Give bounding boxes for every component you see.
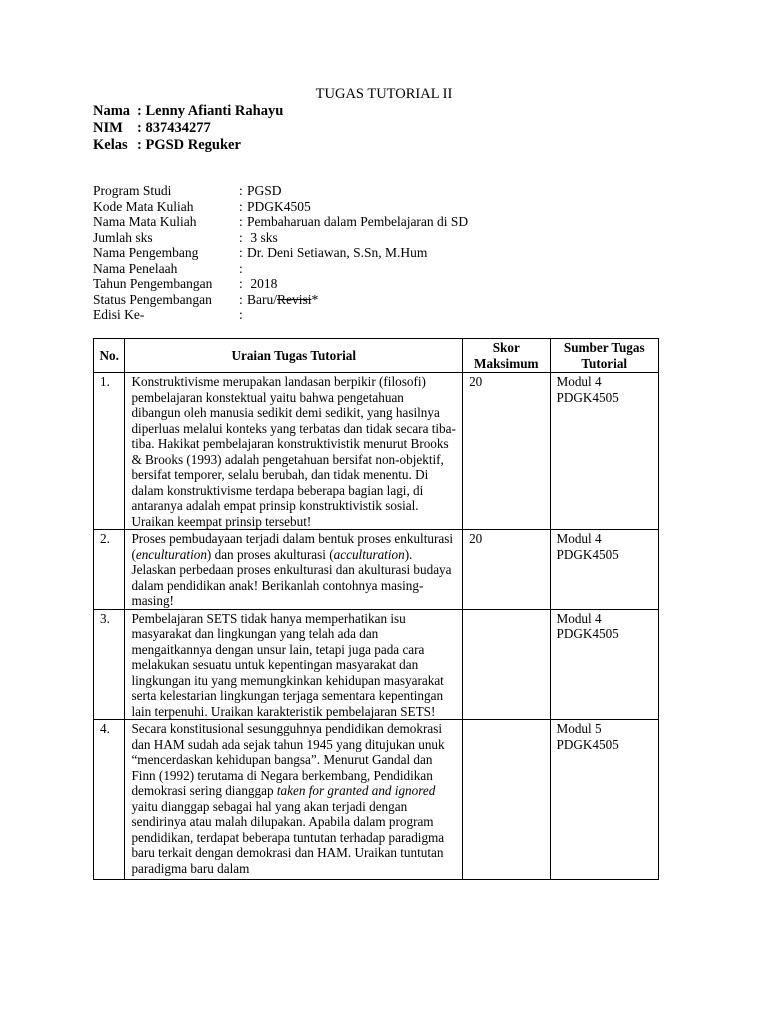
student-name-label: Nama (93, 103, 131, 119)
student-name-value: Lenny Afianti Rahayu (145, 103, 284, 119)
table-header-row (94, 339, 659, 373)
row-source (550, 609, 659, 720)
info-label: Jumlah sks (93, 229, 153, 245)
status-baru: Baru/ (247, 291, 277, 307)
info-value: Pembaharuan dalam Pembelajaran di SD (247, 214, 469, 229)
desc-italic: taken for granted and ignored (276, 783, 436, 798)
student-info (93, 103, 283, 154)
info-label: Edisi Ke- (93, 307, 145, 322)
row-score: 20 (463, 530, 550, 610)
status-asterisk: * (311, 291, 319, 307)
source-module: Modul 4 (556, 374, 602, 389)
header-no: No. (94, 339, 125, 373)
info-value: 3 sks (250, 229, 278, 245)
row-number: 1. (94, 373, 125, 530)
info-value: PGSD (247, 183, 282, 198)
task-table (93, 338, 659, 880)
source-code: PDGK4505 (556, 736, 619, 752)
row-score: 20 (463, 373, 550, 530)
info-value: 2018 (250, 276, 278, 291)
info-row-nama-mk: Nama Mata Kuliah : Pembaharuan dalam Pembelajaran di SD (93, 214, 469, 229)
desc-clip (131, 721, 456, 879)
table-row (94, 720, 659, 880)
row-description (125, 530, 463, 610)
desc-italic: acculturation (333, 546, 405, 562)
row-number: 3. (94, 609, 125, 720)
info-row-program: Program Studi : PGSD (93, 183, 282, 198)
source-module: Modul 4 (556, 531, 602, 546)
row-number: 2. (94, 530, 125, 610)
row-description: Konstruktivisme merupakan landasan berpikir (filosofi) pembelajaran konstektual yaitu bahwa pengetahuan dibangun oleh manusia sedikit demi sedikit, yang hasilnya diperluas melalui konteks yang terbatas dan tidak secara tiba-tiba. Hakikat pembelajaran konstruktivistik menurut Brooks & Brooks (1993) adalah pengetahuan bersifat non-objektif, bersifat temporer, selalu berubah, dan tidak menentu. Di dalam konstruktivisme terdapa beberapa bagian lagi, di antaranya adalah empat prinsip konstruktivistik sosial. Uraikan keempat prinsip tersebut! (125, 373, 463, 530)
info-label: Nama Penelaah (93, 260, 178, 276)
source-code: PDGK4505 (556, 626, 619, 641)
student-class-value: PGSD Reguker (145, 137, 241, 153)
info-label: Program Studi (93, 183, 172, 198)
info-value: Dr. Deni Setiawan, S.Sn, M.Hum (247, 245, 428, 260)
info-row-penelaah: Nama Penelaah : (93, 260, 243, 276)
header-uraian: Uraian Tugas Tutorial (125, 339, 463, 373)
info-label: Nama Pengembang (93, 245, 199, 260)
source-module: Modul 5 (556, 721, 602, 736)
info-value: PDGK4505 (247, 198, 311, 214)
info-label: Tahun Pengembangan (93, 276, 213, 291)
desc-italic: enculturation (135, 546, 207, 562)
table-row (94, 609, 659, 720)
row-number: 4. (94, 720, 125, 880)
desc-text: ) dan proses akulturasi ( (206, 546, 334, 562)
table-row (94, 373, 659, 530)
row-score (463, 720, 550, 880)
course-info (93, 183, 468, 323)
student-nim-value: 837434277 (145, 120, 211, 136)
student-class-label: Kelas (93, 137, 128, 153)
info-row-sks: Jumlah sks : 3 sks (93, 229, 278, 245)
source-code: PDGK4505 (556, 389, 619, 405)
status-revisi-struck: Revisi (277, 291, 312, 307)
row-score (463, 609, 550, 720)
row-source (550, 720, 659, 880)
desc-text: yaitu dianggap sebagai hal yang akan terjadi dengan sendirinya atau malah dilupakan. Apabila dalam program pendidikan, terdapat beberapa tuntutan terhadap paradigma baru terkait dengan demokrasi dan HAM. Uraikan tuntutan paradigma baru dalam (131, 798, 445, 876)
student-class-row: Kelas : PGSD Reguker (93, 137, 241, 153)
row-source (550, 530, 659, 610)
info-row-kode: Kode Mata Kuliah : PDGK4505 (93, 198, 311, 214)
info-row-pengembang: Nama Pengembang : Dr. Deni Setiawan, S.Sn, M.Hum (93, 245, 428, 260)
document-title: TUGAS TUTORIAL II (315, 86, 453, 102)
row-description (125, 720, 463, 880)
info-row-edisi: Edisi Ke- : (93, 307, 243, 322)
source-code: PDGK4505 (556, 546, 619, 562)
info-label: Kode Mata Kuliah (93, 198, 194, 214)
info-label: Nama Mata Kuliah (93, 214, 197, 229)
student-nim-label: NIM (93, 120, 123, 136)
desc-text: ). Jelaskan perbedaan proses enkulturasi dan akulturasi budaya dalam pendidikan anak! Berikanlah contohnya masing-masing! (131, 546, 452, 608)
header-sumber: Sumber Tugas Tutorial (550, 339, 659, 373)
source-module: Modul 4 (556, 610, 602, 626)
info-label: Status Pengembangan (93, 291, 212, 307)
student-nim-row: NIM : 837434277 (93, 120, 211, 136)
row-source (550, 373, 659, 530)
desc-text: Secara konstitusional sesungguhnya pendidikan demokrasi dan HAM sudah ada sejak tahun 1945 yang ditujukan unuk “mencerdaskan kehidupan bangsa”. Menurut Gandal dan Finn (1992) terutama di Negara berkembang, Pendidikan demokrasi sering dianggap (131, 721, 445, 798)
student-name-row: Nama : Lenny Afianti Rahayu (93, 103, 284, 119)
row-description: Pembelajaran SETS tidak hanya memperhatikan isu masyarakat dan lingkungan yang telah ada dan mengaitkannya dengan unsur lain, tetapi juga pada cara melakukan sesuatu untuk kepentingan masyarakat dan lingkungan itu yang memungkinkan kehidupan masyarakat serta kelestarian lingkungan terjaga sementara kepentingan lain terpenuhi. Uraikan karakteristik pembelajaran SETS! (125, 609, 463, 720)
desc-text: Proses pembudayaan terjadi dalam bentuk proses enkulturasi ( (131, 531, 453, 562)
info-row-status: Status Pengembangan : Baru/Revisi* (93, 291, 319, 307)
table-row (94, 530, 659, 610)
info-row-tahun: Tahun Pengembangan : 2018 (93, 276, 278, 291)
header-skor: Skor Maksimum (463, 339, 550, 373)
